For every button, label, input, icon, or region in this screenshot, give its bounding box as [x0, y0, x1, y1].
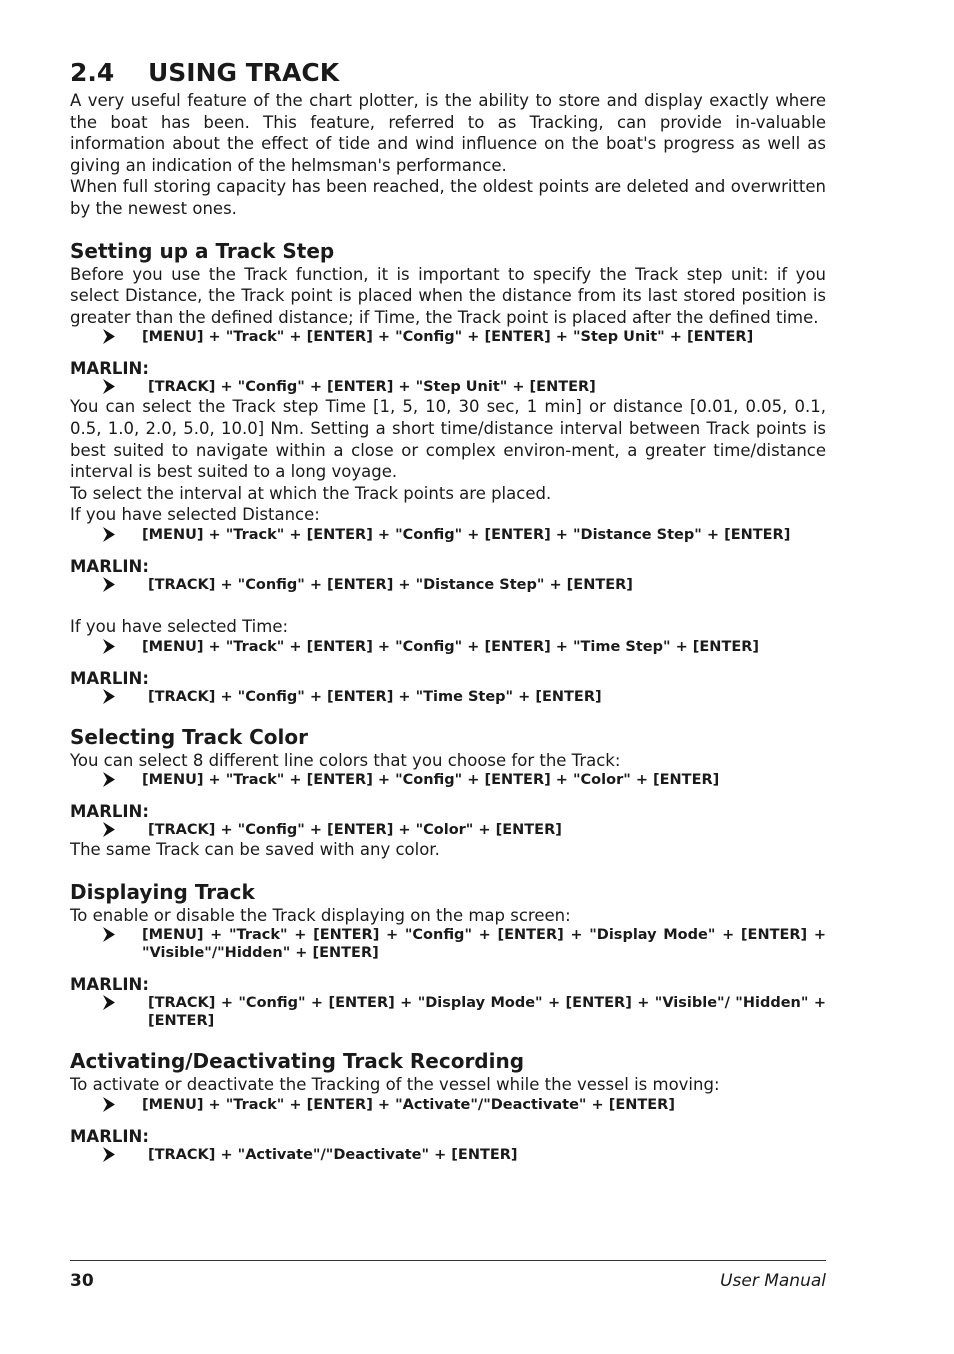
command-line: [MENU] + "Track" + [ENTER] + "Activate"/"Deactivate" + [ENTER]	[70, 1096, 826, 1114]
chevron-right-icon	[70, 688, 142, 706]
paragraph: You can select the Track step Time [1, 5, 10, 30 sec, 1 min] or distance [0.01, 0.05, 0.1, 0.5, 1.0, 2.0, 5.0, 10.0] Nm. Setting a short time/distance interval between Track points is best suited to navigate within a close or complex environ-ment, a greater time/distance interval is best suited to a long voyage.	[70, 397, 826, 482]
intro-paragraph: When full storing capacity has been reached, the oldest points are deleted and overwritten by the newest ones.	[70, 177, 826, 218]
chevron-right-icon	[70, 378, 142, 396]
command-line: [MENU] + "Track" + [ENTER] + "Config" + [ENTER] + "Step Unit" + [ENTER]	[70, 328, 826, 346]
marlin-command-line: [TRACK] + "Config" + [ENTER] + "Color" + [ENTER]	[70, 821, 826, 839]
paragraph: To activate or deactivate the Tracking of the vessel while the vessel is moving:	[70, 1075, 720, 1095]
subsection-title: Activating/Deactivating Track Recording	[70, 1049, 525, 1074]
marlin-command-line: [TRACK] + "Config" + [ENTER] + "Distance Step" + [ENTER]	[70, 576, 826, 594]
page-number: 30	[70, 1271, 94, 1291]
paragraph: To select the interval at which the Track points are placed.	[70, 483, 552, 503]
marlin-command-line: [TRACK] + "Config" + [ENTER] + "Step Unit" + [ENTER]	[70, 378, 826, 396]
chevron-right-icon	[70, 638, 142, 656]
paragraph: If you have selected Time:	[70, 616, 289, 636]
section-heading	[70, 56, 826, 90]
section-title: USING TRACK	[148, 58, 340, 87]
subsection-title: Selecting Track Color	[70, 724, 308, 749]
marlin-command-line: [TRACK] + "Config" + [ENTER] + "Time Step" + [ENTER]	[70, 688, 826, 706]
document-title: User Manual	[720, 1271, 826, 1291]
marlin-label: MARLIN:	[70, 359, 149, 379]
intro-paragraph: A very useful feature of the chart plotter, is the ability to store and display exactly where the boat has been. This feature, referred to as Tracking, can provide in-valuable information about the effect of tide and wind influence on the boat's progress as well as giving an indication of the helmsman's performance.	[70, 91, 826, 175]
chevron-right-icon	[70, 994, 142, 1012]
marlin-label: MARLIN:	[70, 1126, 149, 1146]
chevron-right-icon	[70, 1096, 142, 1114]
subsection-title: Setting up a Track Step	[70, 238, 335, 263]
paragraph: If you have selected Distance:	[70, 505, 320, 525]
chevron-right-icon	[70, 821, 142, 839]
section-number: 2.4	[70, 58, 115, 87]
page-footer	[70, 1260, 826, 1291]
paragraph: To enable or disable the Track displaying on the map screen:	[70, 905, 571, 925]
paragraph: The same Track can be saved with any color.	[70, 840, 440, 860]
marlin-label: MARLIN:	[70, 556, 149, 576]
manual-page	[70, 56, 826, 1164]
marlin-command-line: [TRACK] + "Activate"/"Deactivate" + [ENTER]	[70, 1146, 826, 1164]
chevron-right-icon	[70, 328, 142, 346]
marlin-label: MARLIN:	[70, 802, 149, 822]
chevron-right-icon	[70, 526, 142, 544]
chevron-right-icon	[70, 1146, 142, 1164]
subsection-title: Displaying Track	[70, 879, 255, 904]
command-line: [MENU] + "Track" + [ENTER] + "Config" + [ENTER] + "Display Mode" + [ENTER] + "Visible"/"Hidden" + [ENTER]	[70, 926, 826, 962]
marlin-command-line: [TRACK] + "Config" + [ENTER] + "Display Mode" + [ENTER] + "Visible"/ "Hidden" + [ENTER]	[70, 994, 826, 1030]
command-line: [MENU] + "Track" + [ENTER] + "Config" + [ENTER] + "Time Step" + [ENTER]	[70, 638, 826, 656]
marlin-label: MARLIN:	[70, 668, 149, 688]
paragraph: You can select 8 different line colors that you choose for the Track:	[70, 750, 621, 770]
chevron-right-icon	[70, 576, 142, 594]
chevron-right-icon	[70, 926, 142, 944]
chevron-right-icon	[70, 771, 142, 789]
command-line: [MENU] + "Track" + [ENTER] + "Config" + [ENTER] + "Color" + [ENTER]	[70, 771, 826, 789]
marlin-label: MARLIN:	[70, 975, 149, 995]
command-line: [MENU] + "Track" + [ENTER] + "Config" + [ENTER] + "Distance Step" + [ENTER]	[70, 526, 826, 544]
paragraph: Before you use the Track function, it is important to specify the Track step unit: if you select Distance, the Track point is placed when the distance from its last stored position is greater than the defined distance; if Time, the Track point is placed after the defined time.	[70, 264, 826, 327]
